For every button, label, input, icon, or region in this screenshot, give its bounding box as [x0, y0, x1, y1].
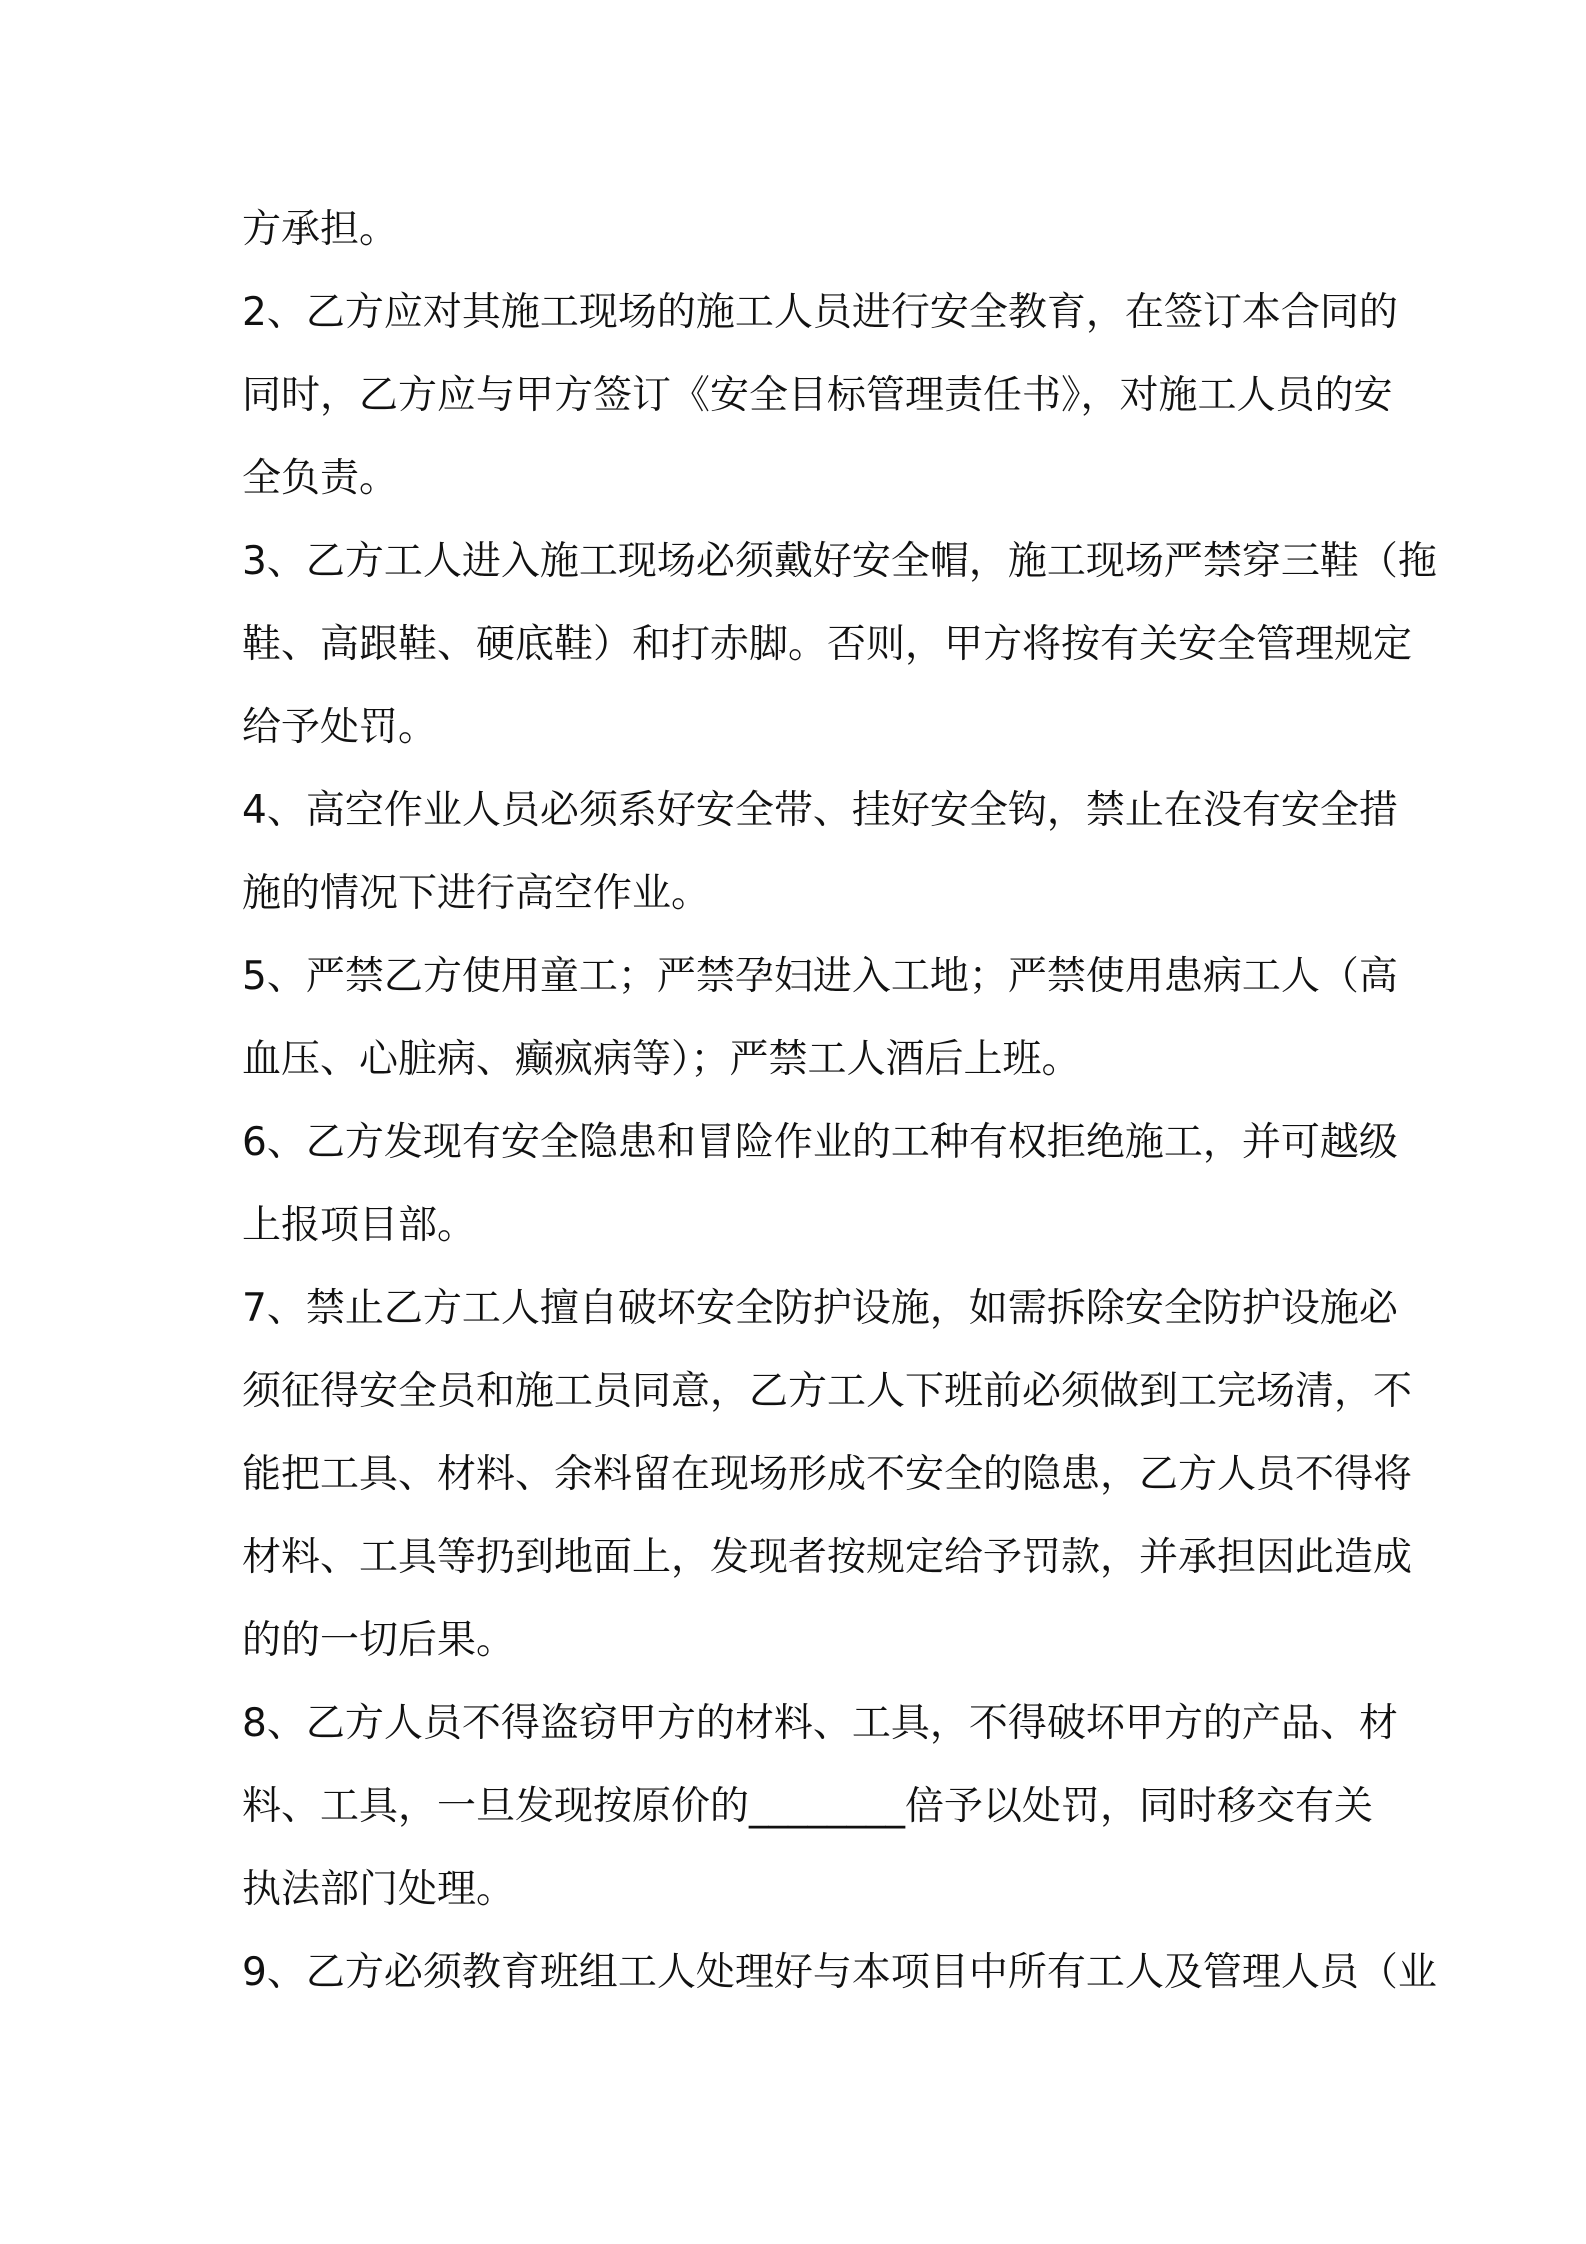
text-line: 执法部门处理。 — [242, 1867, 516, 1912]
text-line: 的的一切后果。 — [242, 1618, 516, 1663]
text-line: 同时，乙方应与甲方签订《安全目标管理责任书》，对施工人员的安 — [242, 373, 1393, 418]
text-line: 2、乙方应对其施工现场的施工人员进行安全教育，在签订本合同的 — [242, 290, 1398, 335]
text-line: 能把工具、材料、余料留在现场形成不安全的隐患，乙方人员不得将 — [242, 1452, 1413, 1497]
text-line: 给予处罚。 — [242, 705, 438, 750]
text-line: 9、乙方必须教育班组工人处理好与本项目中所有工人及管理人员（业 — [242, 1950, 1437, 1995]
text-line: 鞋、高跟鞋、硬底鞋）和打赤脚。否则，甲方将按有关安全管理规定 — [242, 622, 1413, 667]
text-line: 4、高空作业人员必须系好安全带、挂好安全钩，禁止在没有安全措 — [242, 788, 1398, 833]
text-line: 料、工具，一旦发现按原价的________倍予以处罚，同时移交有关 — [242, 1784, 1374, 1829]
document-body — [242, 188, 1437, 2014]
text-line: 方承担。 — [242, 207, 399, 252]
text-line: 7、禁止乙方工人擅自破坏安全防护设施，如需拆除安全防护设施必 — [242, 1286, 1398, 1331]
text-line: 须征得安全员和施工员同意，乙方工人下班前必须做到工完场清，不 — [242, 1369, 1413, 1414]
text-line: 5、严禁乙方使用童工；严禁孕妇进入工地；严禁使用患病工人（高 — [242, 954, 1398, 999]
text-line: 全负责。 — [242, 456, 399, 501]
text-line: 血压、心脏病、癫疯病等）；严禁工人酒后上班。 — [242, 1037, 1081, 1082]
text-line: 6、乙方发现有安全隐患和冒险作业的工种有权拒绝施工，并可越级 — [242, 1120, 1398, 1165]
text-line: 3、乙方工人进入施工现场必须戴好安全帽，施工现场严禁穿三鞋（拖 — [242, 539, 1437, 584]
text-line: 材料、工具等扔到地面上，发现者按规定给予罚款，并承担因此造成 — [242, 1535, 1413, 1580]
text-line: 上报项目部。 — [242, 1203, 477, 1248]
text-line: 施的情况下进行高空作业。 — [242, 871, 711, 916]
text-line: 8、乙方人员不得盗窃甲方的材料、工具，不得破坏甲方的产品、材 — [242, 1701, 1398, 1746]
